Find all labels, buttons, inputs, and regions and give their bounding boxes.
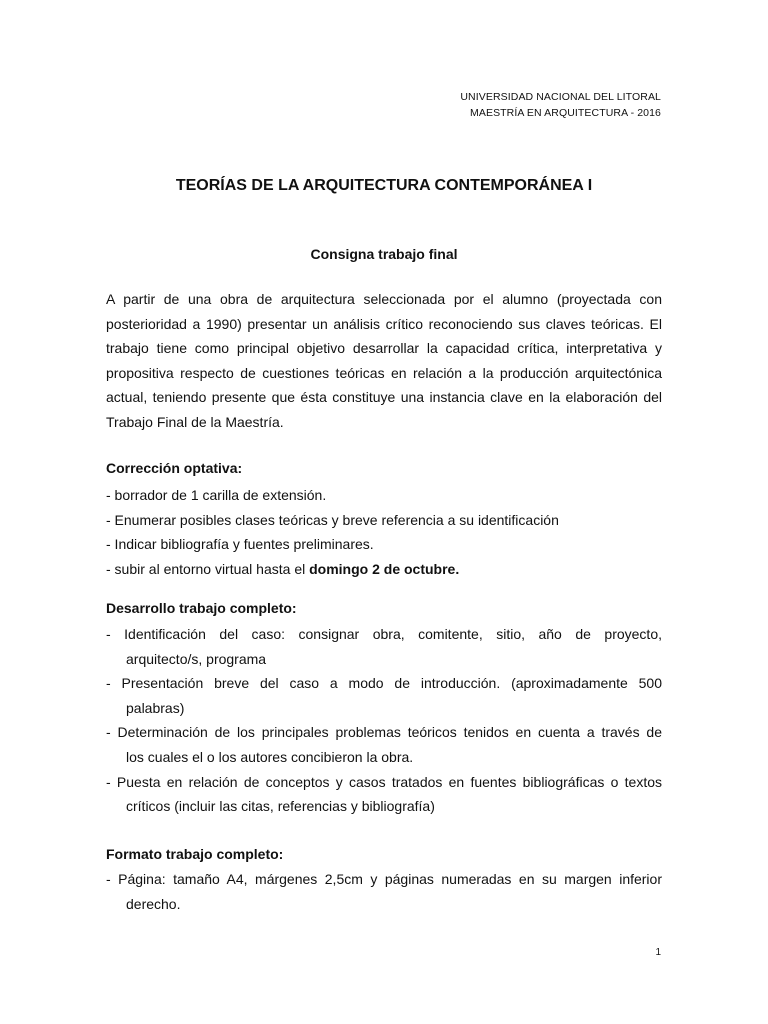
- list-item: [106, 671, 662, 720]
- list-item-text: - Presentación breve del caso a modo de introducción. (aproximadamente 500: [106, 675, 662, 692]
- header-program: MAESTRÍA EN ARQUITECTURA - 2016: [470, 107, 661, 119]
- page-number: 1: [655, 947, 661, 958]
- document-title: TEORÍAS DE LA ARQUITECTURA CONTEMPORÁNEA I: [175, 177, 593, 194]
- list-item: - Indicar bibliografía y fuentes preliminares.: [106, 536, 374, 553]
- intro-paragraph: A partir de una obra de arquitectura seleccionada por el alumno (proyectada con posterioridad a 1990) presentar un análisis crítico reconociendo sus claves teóricas. El trabajo tiene como principal objetivo desarrollar la capacidad crítica, interpretativa y propositiva respecto de cuestiones teóricas en relación a la producción arquitectónica actual, teniendo presente que ésta constituye una instancia clave en la elaboración del Trabajo Final de la Maestría.: [106, 291, 662, 430]
- list-item-text: - Puesta en relación de conceptos y casos tratados en fuentes bibliográficas o textos: [106, 773, 662, 790]
- list-item: [106, 557, 662, 582]
- section-title-formato: Formato trabajo completo:: [106, 846, 284, 862]
- formato-list: [106, 867, 662, 916]
- document-subtitle: Consigna trabajo final: [310, 246, 458, 262]
- list-item: [106, 867, 662, 916]
- list-item-continuation: los cuales el o los autores concibieron la obra.: [126, 748, 414, 765]
- list-item-text: - Identificación del caso: consignar obra, comitente, sitio, año de proyecto,: [106, 626, 662, 642]
- list-item-text: - Determinación de los principales problemas teóricos tenidos en cuenta a través de: [106, 724, 662, 741]
- correccion-list: [106, 483, 662, 581]
- list-item-continuation: críticos (incluir las citas, referencias y bibliografía): [126, 798, 435, 815]
- section-title-correccion: Corrección optativa:: [106, 460, 243, 476]
- list-item: - Enumerar posibles clases teóricas y breve referencia a su identificación: [106, 511, 559, 528]
- section-title-desarrollo: Desarrollo trabajo completo:: [106, 600, 297, 616]
- header-university: UNIVERSIDAD NACIONAL DEL LITORAL: [460, 91, 661, 103]
- list-item: - borrador de 1 carilla de extensión.: [106, 487, 327, 503]
- list-item: [106, 720, 662, 769]
- list-item-continuation: arquitecto/s, programa: [126, 650, 267, 667]
- list-item-continuation: palabras): [126, 699, 185, 716]
- list-item: [106, 622, 662, 671]
- list-item-text: - Página: tamaño A4, márgenes 2,5cm y páginas numeradas en su margen inferior: [106, 871, 662, 887]
- institution-header: [460, 89, 661, 121]
- list-item-text: - subir al entorno virtual hasta el: [106, 560, 310, 577]
- desarrollo-list: [106, 622, 662, 819]
- list-item-continuation: derecho.: [126, 895, 181, 912]
- list-item: [106, 770, 662, 819]
- deadline-date: domingo 2 de octubre.: [309, 560, 460, 577]
